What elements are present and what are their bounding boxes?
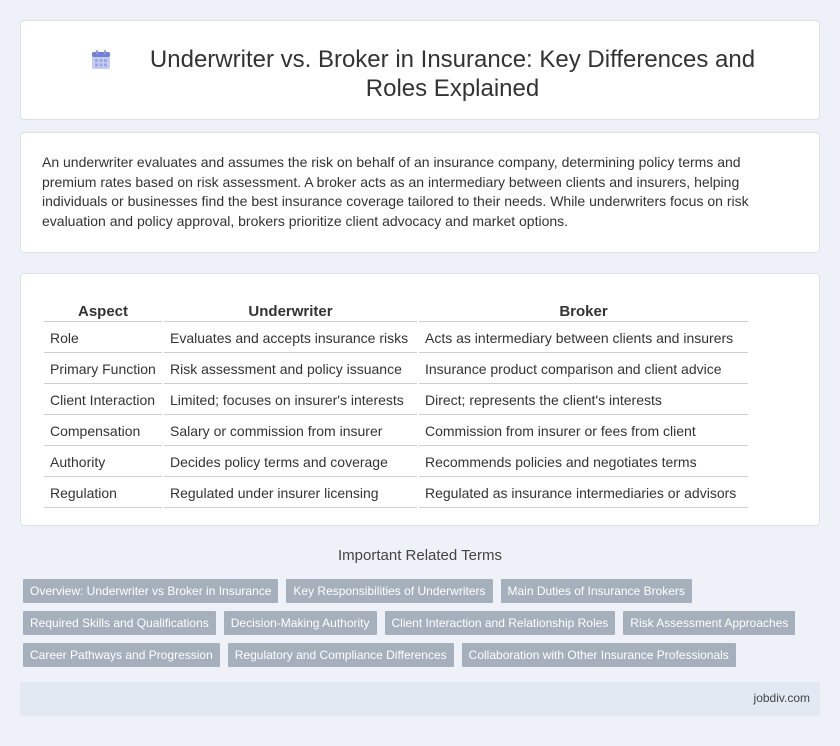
column-header-aspect: Aspect (44, 298, 162, 322)
comparison-card (20, 273, 820, 526)
table-row (44, 386, 748, 415)
footer (20, 682, 820, 716)
cell-broker: Recommends policies and negotiates terms (419, 448, 748, 477)
column-header-broker: Broker (419, 298, 748, 322)
cell-aspect: Authority (44, 448, 162, 477)
related-term-tag[interactable]: Main Duties of Insurance Brokers (501, 579, 692, 603)
table-row (44, 324, 748, 353)
related-terms-list (23, 579, 823, 675)
cell-underwriter: Decides policy terms and coverage (164, 448, 417, 477)
cell-broker: Insurance product comparison and client advice (419, 355, 748, 384)
cell-underwriter: Limited; focuses on insurer's interests (164, 386, 417, 415)
cell-aspect: Compensation (44, 417, 162, 446)
tag-row (23, 579, 823, 603)
related-term-tag[interactable]: Risk Assessment Approaches (623, 611, 795, 635)
related-term-tag[interactable]: Collaboration with Other Insurance Professionals (462, 643, 736, 667)
intro-card (20, 132, 820, 253)
related-term-tag[interactable]: Regulatory and Compliance Differences (228, 643, 454, 667)
comparison-table (42, 296, 750, 510)
cell-underwriter: Salary or commission from insurer (164, 417, 417, 446)
cell-aspect: Role (44, 324, 162, 353)
related-term-tag[interactable]: Career Pathways and Progression (23, 643, 220, 667)
cell-aspect: Regulation (44, 479, 162, 508)
related-term-tag[interactable]: Overview: Underwriter vs Broker in Insurance (23, 579, 278, 603)
related-term-tag[interactable]: Required Skills and Qualifications (23, 611, 216, 635)
related-term-tag[interactable]: Decision-Making Authority (224, 611, 377, 635)
column-header-underwriter: Underwriter (164, 298, 417, 322)
footer-site-link[interactable]: jobdiv.com (753, 691, 810, 705)
cell-aspect: Primary Function (44, 355, 162, 384)
related-term-tag[interactable]: Key Responsibilities of Underwriters (286, 579, 492, 603)
cell-broker: Regulated as insurance intermediaries or advisors (419, 479, 748, 508)
table-row (44, 479, 748, 508)
intro-text: An underwriter evaluates and assumes the risk on behalf of an insurance company, determining policy terms and premium rates based on risk assessment. A broker acts as an intermediary between clients and insurers, helping individuals or businesses find the best insurance coverage tailored to their needs. While underwriters focus on risk evaluation and policy approval, brokers prioritize client advocacy and market options. (42, 154, 749, 229)
table-row (44, 355, 748, 384)
cell-broker: Acts as intermediary between clients and insurers (419, 324, 748, 353)
page-title: Underwriter vs. Broker in Insurance: Key Differences and Roles Explained (149, 46, 756, 102)
related-term-tag[interactable]: Client Interaction and Relationship Roles (385, 611, 616, 635)
cell-underwriter: Evaluates and accepts insurance risks (164, 324, 417, 353)
cell-underwriter: Risk assessment and policy issuance (164, 355, 417, 384)
cell-broker: Direct; represents the client's interests (419, 386, 748, 415)
table-row (44, 417, 748, 446)
cell-underwriter: Regulated under insurer licensing (164, 479, 417, 508)
table-header-row (44, 298, 748, 322)
table-row (44, 448, 748, 477)
tag-row (23, 611, 823, 635)
related-terms-heading: Important Related Terms (338, 547, 502, 564)
cell-aspect: Client Interaction (44, 386, 162, 415)
calendar-icon (89, 48, 113, 72)
cell-broker: Commission from insurer or fees from client (419, 417, 748, 446)
title-card (20, 20, 820, 120)
tag-row (23, 643, 823, 667)
